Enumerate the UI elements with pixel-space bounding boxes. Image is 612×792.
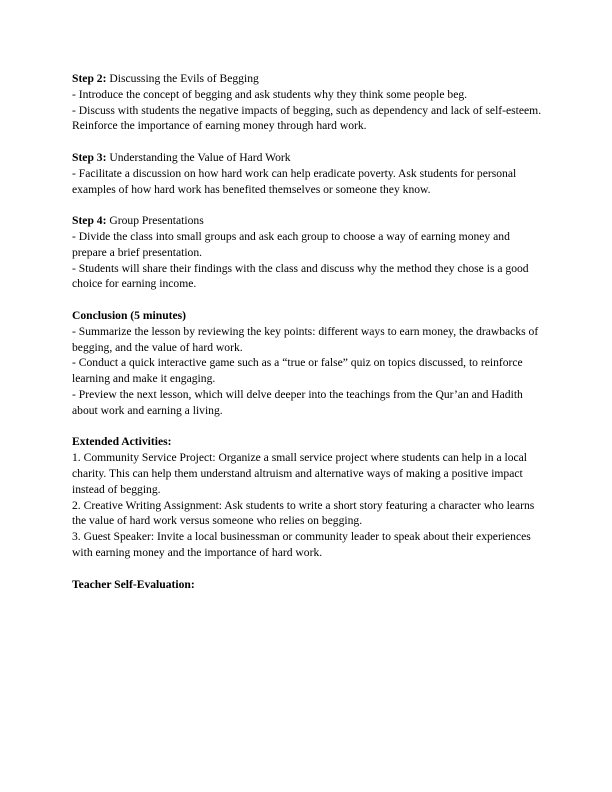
step-3-heading xyxy=(72,150,542,166)
step-4-heading xyxy=(72,213,542,229)
extended-activity-item: 3. Guest Speaker: Invite a local businessman or community leader to speak about their experiences with earning money and the importance of hard work. xyxy=(72,530,531,559)
step-4-item: - Students will share their findings with the class and discuss why the method they chose is a good choice for earning income. xyxy=(72,261,529,291)
step-3-label: Step 3: xyxy=(72,150,107,164)
conclusion-section xyxy=(72,308,542,419)
step-3-title: Understanding the Value of Hard Work xyxy=(106,150,291,164)
conclusion-heading: Conclusion (5 minutes) xyxy=(72,308,187,322)
extended-activity-item: 2. Creative Writing Assignment: Ask students to write a short story featuring a character who learns the value of hard work versus someone who relies on begging. xyxy=(72,498,535,528)
step-2-heading xyxy=(72,71,542,87)
step-2-label: Step 2: xyxy=(72,72,107,85)
extended-activities-heading: Extended Activities: xyxy=(72,435,172,449)
conclusion-item: - Summarize the lesson by reviewing the key points: different ways to earn money, the drawbacks of begging, and the value of hard work. xyxy=(72,324,539,354)
document-page xyxy=(72,71,542,608)
step-4-item: - Divide the class into small groups and ask each group to choose a way of earning money and prepare a brief presentation. xyxy=(72,229,510,259)
step-3-item: - Facilitate a discussion on how hard work can help eradicate poverty. Ask students for personal examples of how hard work has benefited themselves or someone they know. xyxy=(72,166,517,196)
extended-activities-section xyxy=(72,434,542,560)
conclusion-item: - Conduct a quick interactive game such as a “true or false” quiz on topics discussed, to reinforce learning and make it engaging. xyxy=(72,356,523,386)
step-2-item: - Discuss with students the negative impacts of begging, such as dependency and lack of self-esteem. Reinforce the importance of earning money through hard work. xyxy=(72,103,542,133)
conclusion-item: - Preview the next lesson, which will delve deeper into the teachings from the Qur’an and Hadith about work and earning a living. xyxy=(72,387,523,417)
step-4-section xyxy=(72,213,542,292)
step-4-label: Step 4: xyxy=(72,214,107,228)
step-2-title: Discussing the Evils of Begging xyxy=(106,72,259,85)
step-3-section xyxy=(72,150,542,197)
step-4-title: Group Presentations xyxy=(106,214,204,228)
teacher-self-evaluation-section xyxy=(72,577,542,593)
step-2-section xyxy=(72,71,542,134)
extended-activity-item: 1. Community Service Project: Organize a small service project where students can help in a local charity. This can help them understand altruism and alternative ways of making a positive impact instead of begging. xyxy=(72,451,528,496)
step-2-item: - Introduce the concept of begging and ask students why they think some people beg. xyxy=(72,87,468,101)
teacher-self-evaluation-heading: Teacher Self-Evaluation: xyxy=(72,577,195,591)
